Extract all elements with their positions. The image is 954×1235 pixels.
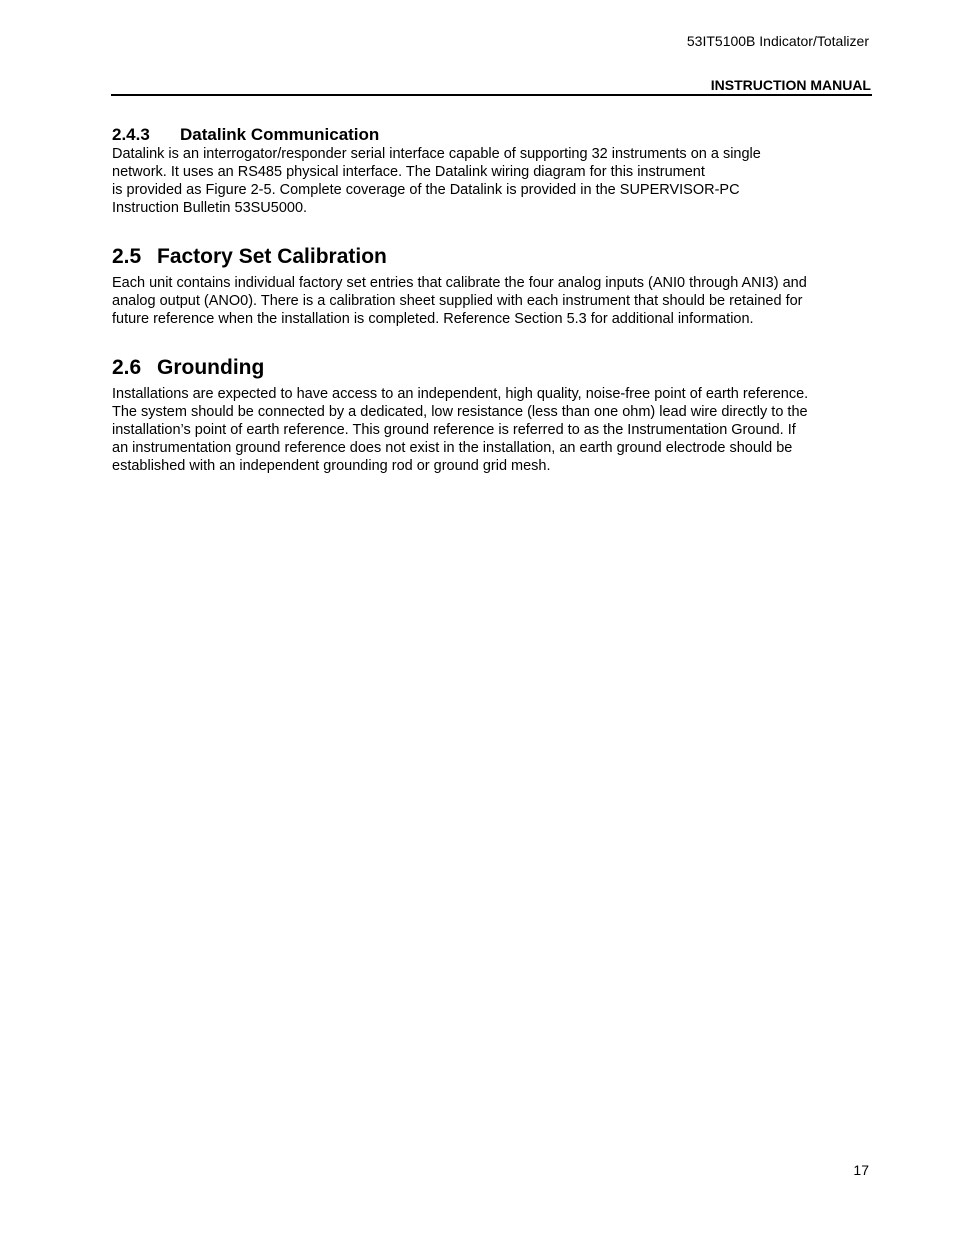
section-heading (112, 124, 872, 145)
paragraph-line: future reference when the installation is completed. Reference Section 5.3 for additional information. (112, 311, 754, 327)
section-number: 2.6 (112, 356, 142, 379)
document-title: 53IT5100B Indicator/Totalizer (686, 33, 869, 49)
header-divider (111, 94, 872, 96)
section-paragraph (112, 145, 872, 217)
section-paragraph (112, 274, 872, 328)
section-paragraph (112, 385, 872, 475)
section-2-4-3-datalink-communication (112, 124, 872, 217)
paragraph-line: Installations are expected to have access to an independent, high quality, noise-free point of earth reference. (112, 386, 809, 402)
section-title: Factory Set Calibration (157, 245, 387, 268)
paragraph-line: installation’s point of earth reference. This ground reference is referred to as the Instrumentation Ground. If (112, 422, 796, 438)
section-2-6-grounding (112, 355, 872, 475)
paragraph-line: is provided as Figure 2-5. Complete coverage of the Datalink is provided in the SUPERVISOR-PC (112, 182, 740, 198)
document-subtitle: INSTRUCTION MANUAL (710, 77, 871, 93)
paragraph-line: Instruction Bulletin 53SU5000. (112, 200, 308, 216)
section-heading (112, 355, 872, 381)
paragraph-line: analog output (ANO0). There is a calibration sheet supplied with each instrument that should be retained for (112, 293, 803, 309)
paragraph-line: Each unit contains individual factory set entries that calibrate the four analog inputs (ANI0 through ANI3) and (112, 275, 807, 291)
paragraph-line: an instrumentation ground reference does not exist in the installation, an earth ground electrode should be (112, 440, 793, 456)
section-2-5-factory-set-calibration (112, 244, 872, 328)
paragraph-line: The system should be connected by a dedicated, low resistance (less than one ohm) lead wire directly to the (112, 404, 808, 420)
paragraph-line: established with an independent grounding rod or ground grid mesh. (112, 458, 551, 474)
page-number: 17 (853, 1162, 869, 1178)
section-title: Grounding (157, 356, 265, 379)
section-heading (112, 244, 872, 270)
paragraph-line: network. It uses an RS485 physical interface. The Datalink wiring diagram for this instrument (112, 164, 705, 180)
section-number: 2.5 (112, 245, 142, 268)
page-content (112, 124, 872, 475)
section-number: 2.4.3 (112, 125, 150, 144)
section-title: Datalink Communication (180, 125, 380, 144)
paragraph-line: Datalink is an interrogator/responder serial interface capable of supporting 32 instruments on a single (112, 146, 761, 162)
